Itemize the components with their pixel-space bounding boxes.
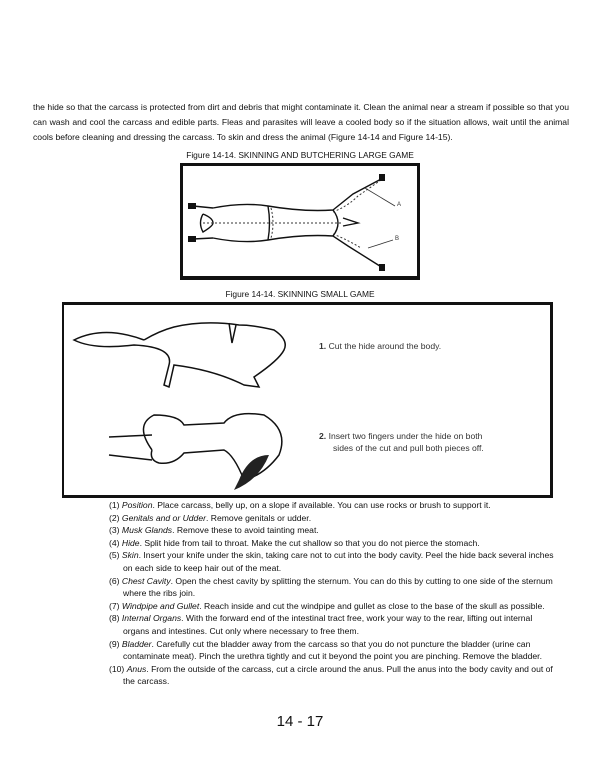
step-text: Insert your knife under the skin, taking care not to cut into the body cavity. Peel the hide back several inches on each side to keep hair out of the meat.: [123, 550, 554, 573]
step-number: (9): [109, 638, 120, 649]
figure-small-game-caption: Figure 14-14. SKINNING SMALL GAME: [225, 289, 375, 299]
step-number: (8): [109, 613, 120, 624]
step-2-text: Insert two fingers under the hide on both sides of the cut and pull both pieces off.: [328, 431, 484, 453]
step-title: Windpipe and Gullet: [121, 600, 200, 611]
step-text: Remove these to avoid tainting meat.: [176, 525, 319, 536]
step-item: (3) Musk Glands. Remove these to avoid tainting meat.: [109, 525, 319, 536]
step-number: (2): [109, 512, 120, 523]
page-number: 14 - 17: [276, 713, 324, 730]
step-number: (1): [109, 500, 120, 510]
step-text: Reach inside and cut the windpipe and gullet as close to the base of the skull as possible.: [204, 600, 545, 611]
step-item: (5) Skin. Insert your knife under the skin, taking care not to cut into the body cavity. Peel the hide back several inches on each side to keep hair out of the meat.: [109, 550, 554, 573]
step-item: (8) Internal Organs. With the forward end of the intestinal tract free, work your way to the rear, lifting out internal organs and intestines. Cut only where necessary to free them.: [109, 613, 533, 636]
steps-list: [109, 499, 559, 688]
intro-paragraph: the hide so that the carcass is protected from dirt and debris that might contaminate it. Clean the animal near a stream if possible so that you can wash and cool the carcass and edible parts. Fleas and parasites will leave a cooled body so if the situation allows, wait until the animal cools before cleaning and dressing the carcass. To skin and dress the animal (Figure 14-14 and Figure 14-15).: [33, 102, 569, 142]
step-text: Place carcass, belly up, on a slope if available. You can use rocks or brush to support it.: [157, 500, 491, 510]
step-1-number: 1.: [319, 341, 327, 351]
step-item: (10) Anus. From the outside of the carcass, cut a circle around the anus. Pull the anus into the body cavity and out of the carcass.: [109, 663, 553, 687]
step-item: (4) Hide. Split hide from tail to throat. Make the cut shallow so that you do not pierce the stomach.: [109, 537, 480, 548]
step-title: Bladder: [121, 638, 152, 649]
step-title: Hide: [121, 537, 140, 548]
step-title: Skin: [121, 550, 139, 561]
step-text: Open the chest cavity by splitting the sternum. You can do this by cutting to one side of the sternum where the ribs join.: [123, 575, 553, 599]
step-item: (7) Windpipe and Gullet. Reach inside and cut the windpipe and gullet as close to the base of the skull as possible.: [109, 600, 545, 611]
step-item: (2) Genitals and or Udder. Remove genitals or udder.: [109, 512, 312, 523]
step-text: Remove genitals or udder.: [210, 512, 312, 523]
figure-large-game: [180, 163, 420, 280]
step-text: Carefully cut the bladder away from the carcass so that you do not puncture the bladder (urine can contaminate meat). Pinch the urethra tightly and cut it beyond the point you are pinching. Remove the bladder.: [123, 638, 542, 662]
step-title: Genitals and or Udder: [121, 512, 206, 523]
label-a: A: [397, 202, 402, 208]
step-text: Split hide from tail to throat. Make the cut shallow so that you do not pierce the stomach.: [144, 537, 480, 548]
step-title: Position: [121, 500, 153, 510]
step-number: (5): [109, 550, 120, 561]
step-2-number: 2.: [319, 431, 327, 441]
step-2-caption: [319, 430, 493, 454]
step-title: Musk Glands: [121, 525, 173, 536]
step-title: Internal Organs: [121, 613, 182, 624]
step-title: Chest Cavity: [121, 575, 171, 586]
step-item: (9) Bladder. Carefully cut the bladder away from the carcass so that you do not puncture the bladder (urine can contaminate meat). Pinch the urethra tightly and cut it beyond the point you are pinching. Remove the bladder.: [109, 638, 542, 662]
step-number: (6): [109, 575, 120, 586]
deer-carcass-illustration: [183, 166, 417, 276]
figure-small-game: [62, 302, 553, 498]
step-number: (7): [109, 600, 120, 611]
step-number: (10): [109, 663, 125, 674]
step-item: (6) Chest Cavity. Open the chest cavity by splitting the sternum. You can do this by cutting to one side of the sternum where the ribs join.: [109, 575, 553, 599]
squirrel-illustration: [64, 305, 550, 495]
step-1-text: Cut the hide around the body.: [328, 341, 442, 351]
step-title: Anus: [126, 663, 147, 674]
step-item: (1) Position. Place carcass, belly up, on a slope if available. You can use rocks or brush to support it.: [109, 500, 491, 510]
step-text: With the forward end of the intestinal tract free, work your way to the rear, lifting out internal organs and intestines. Cut only where necessary to free them.: [123, 613, 533, 636]
step-1-caption: [319, 340, 441, 352]
step-number: (4): [109, 537, 120, 548]
label-b: B: [395, 236, 400, 242]
figure-large-game-caption: Figure 14-14. SKINNING AND BUTCHERING LARGE GAME: [186, 150, 414, 160]
step-number: (3): [109, 525, 120, 536]
step-text: From the outside of the carcass, cut a circle around the anus. Pull the anus into the body cavity and out of the carcass.: [123, 663, 553, 687]
